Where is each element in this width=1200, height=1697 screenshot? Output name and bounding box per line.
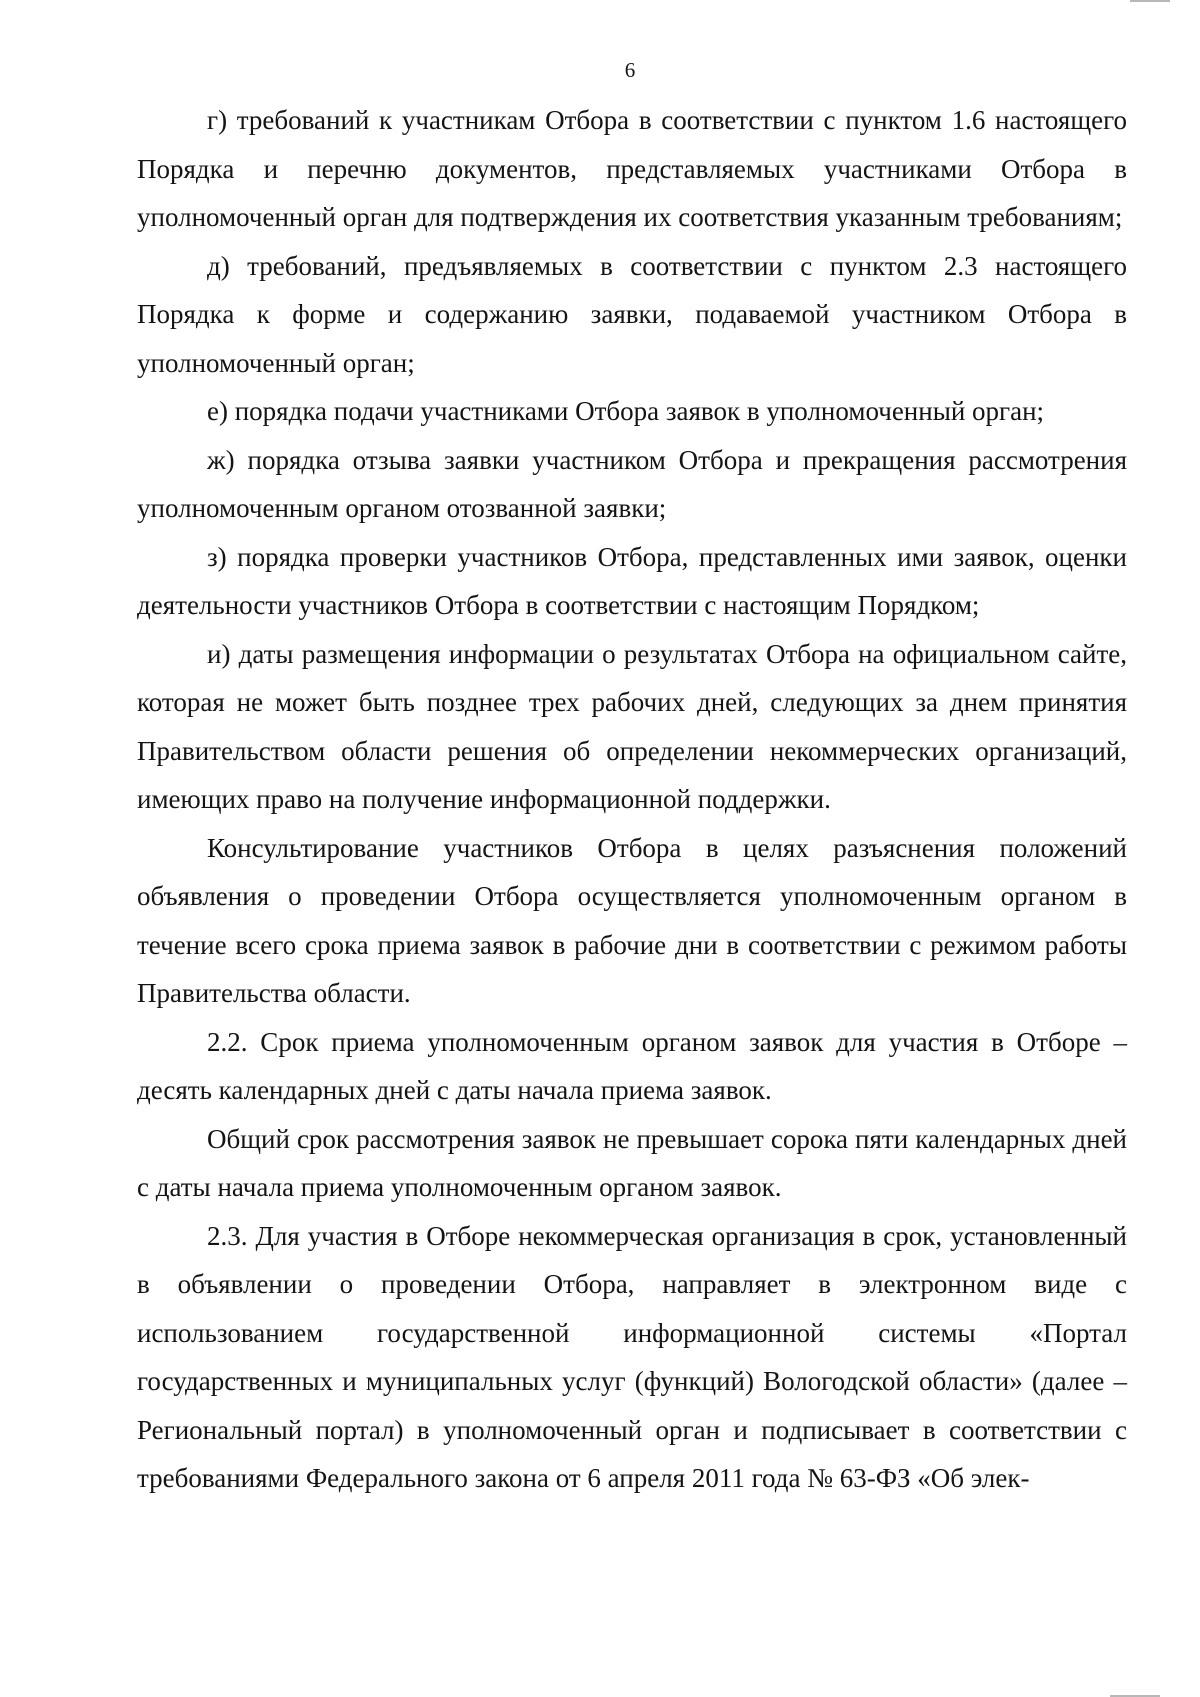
scan-edge-mark-top	[1130, 0, 1170, 2]
paragraph-clause-2-2: 2.2. Срок приема уполномоченным органом заявок для участия в Отборе – десять календарных дней с даты начала приема заявок.	[137, 1026, 1127, 1105]
paragraph-item-e: е) порядка подачи участниками Отбора заявок в уполномоченный орган;	[207, 396, 1045, 426]
paragraph-consulting: Консультирование участников Отбора в целях разъяснения положений объявления о проведении Отбора осуществляется уполномоченным органом в течение всего срока приема заявок в рабочие дни в соответствии с режимом работы Правительства области.	[137, 832, 1127, 1008]
paragraph-item-z: з) порядка проверки участников Отбора, представленных ими заявок, оценки деятельности участников Отбора в соответствии с настоящим Порядком;	[137, 541, 1127, 620]
paragraph-clause-2-3: 2.3. Для участия в Отборе некоммерческая организация в срок, установленный в объявлении о проведении Отбора, направляет в электронном виде с использованием государственной информационной системы «Портал государственных и муниципальных услуг (функций) Вологодской области» (далее – Региональный портал) в уполномоченный орган и подписывает в соответствии с требованиями Федерального закона от 6 апреля 2011 года № 63-ФЗ «Об элек-	[137, 1220, 1127, 1493]
paragraph-item-d: д) требований, предъявляемых в соответствии с пунктом 2.3 настоящего Порядка к форме и содержанию заявки, подаваемой участником Отбора в уполномоченный орган;	[137, 250, 1127, 378]
paragraph-review-term: Общий срок рассмотрения заявок не превышает сорока пяти календарных дней с даты начала приема уполномоченным органом заявок.	[137, 1123, 1127, 1202]
paragraph-item-zh: ж) порядка отзыва заявки участником Отбора и прекращения рассмотрения уполномоченным органом отозванной заявки;	[137, 444, 1127, 523]
document-body	[137, 96, 1127, 1503]
page-number: 6	[624, 58, 636, 82]
paragraph-item-g: г) требований к участникам Отбора в соответствии с пунктом 1.6 настоящего Порядка и перечню документов, представляемых участниками Отбора в уполномоченный орган для подтверждения их соответствия указанным требованиям;	[137, 105, 1127, 232]
paragraph-item-i: и) даты размещения информации о результатах Отбора на официальном сайте, которая не может быть позднее трех рабочих дней, следующих за днем принятия Правительством области решения об определении некоммерческих организаций, имеющих право на получение информационной поддержки.	[137, 638, 1127, 814]
